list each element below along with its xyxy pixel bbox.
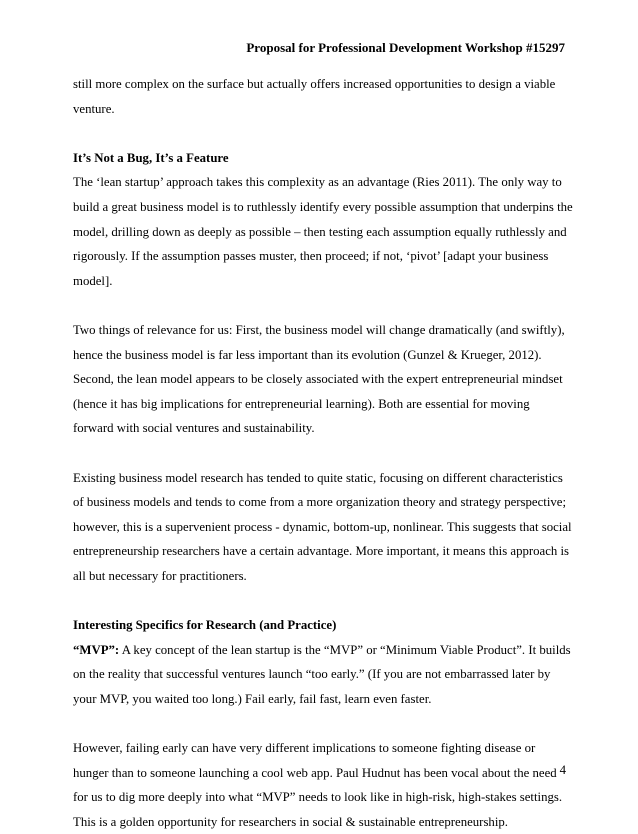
paragraph-failing-early: However, failing early can have very different implications to someone fighting disease or hunger than to someone launching a cool web app. Paul Hudnut has been vocal about the need for us to dig more deeply into what “MVP” needs to look like in high-risk, high-stakes settings. This is a golden opportunity for researchers in social & sustainable entrepreneurship. [73,741,563,829]
paragraph-gap [73,588,573,613]
paragraph-gap [73,441,573,466]
section-heading-specifics: Interesting Specifics for Research (and Practice) [73,618,337,633]
running-header: Proposal for Professional Development Workshop #15297 [246,40,565,55]
paragraph-gap [73,121,573,146]
paragraph-mvp [73,638,573,712]
paragraph-lean-startup: The ‘lean startup’ approach takes this complexity as an advantage (Ries 2011). The only way to build a great business model is to ruthlessly identify every possible assumption that underpins the model, drilling down as deeply as possible – then testing each assumption equally ruthlessly and rigorously. If the assumption passes muster, then proceed; if not, ‘pivot’ [adapt your business model]. [73,175,573,288]
paragraph-existing-research: Existing business model research has tended to quite static, focusing on different characteristics of business models and tends to come from a more organization theory and strategy perspective; however, this is a supervenient process - dynamic, bottom-up, nonlinear. This suggests that social entrepreneurship researchers have a certain advantage. More important, it means this approach is all but necessary for practitioners. [73,470,572,583]
page-number: 4 [559,763,566,777]
paragraph-continued: still more complex on the surface but actually offers increased opportunities to design a viable venture. [73,77,556,116]
paragraph-gap [73,293,573,318]
mvp-lead-term: “MVP”: [73,642,120,657]
body-text [73,72,573,834]
paragraph-gap [73,711,573,736]
paragraph-two-things: Two things of relevance for us: First, the business model will change dramatically (and swiftly), hence the business model is far less important than its evolution (Gunzel & Krueger, 2012). Second, the lean model appears to be closely associated with the expert entrepreneurial mindset (hence it has big implications for entrepreneurial learning). Both are essential for moving forward with social ventures and sustainability. [73,322,565,436]
mvp-text: A key concept of the lean startup is the “MVP” or “Minimum Viable Product”. It builds on the reality that successful ventures launch “too early.” (If you are not embarrassed later by your MVP, you waited too long.) Fail early, fail fast, learn even faster. [73,642,571,706]
section-heading-bug-feature: It’s Not a Bug, It’s a Feature [73,150,229,165]
